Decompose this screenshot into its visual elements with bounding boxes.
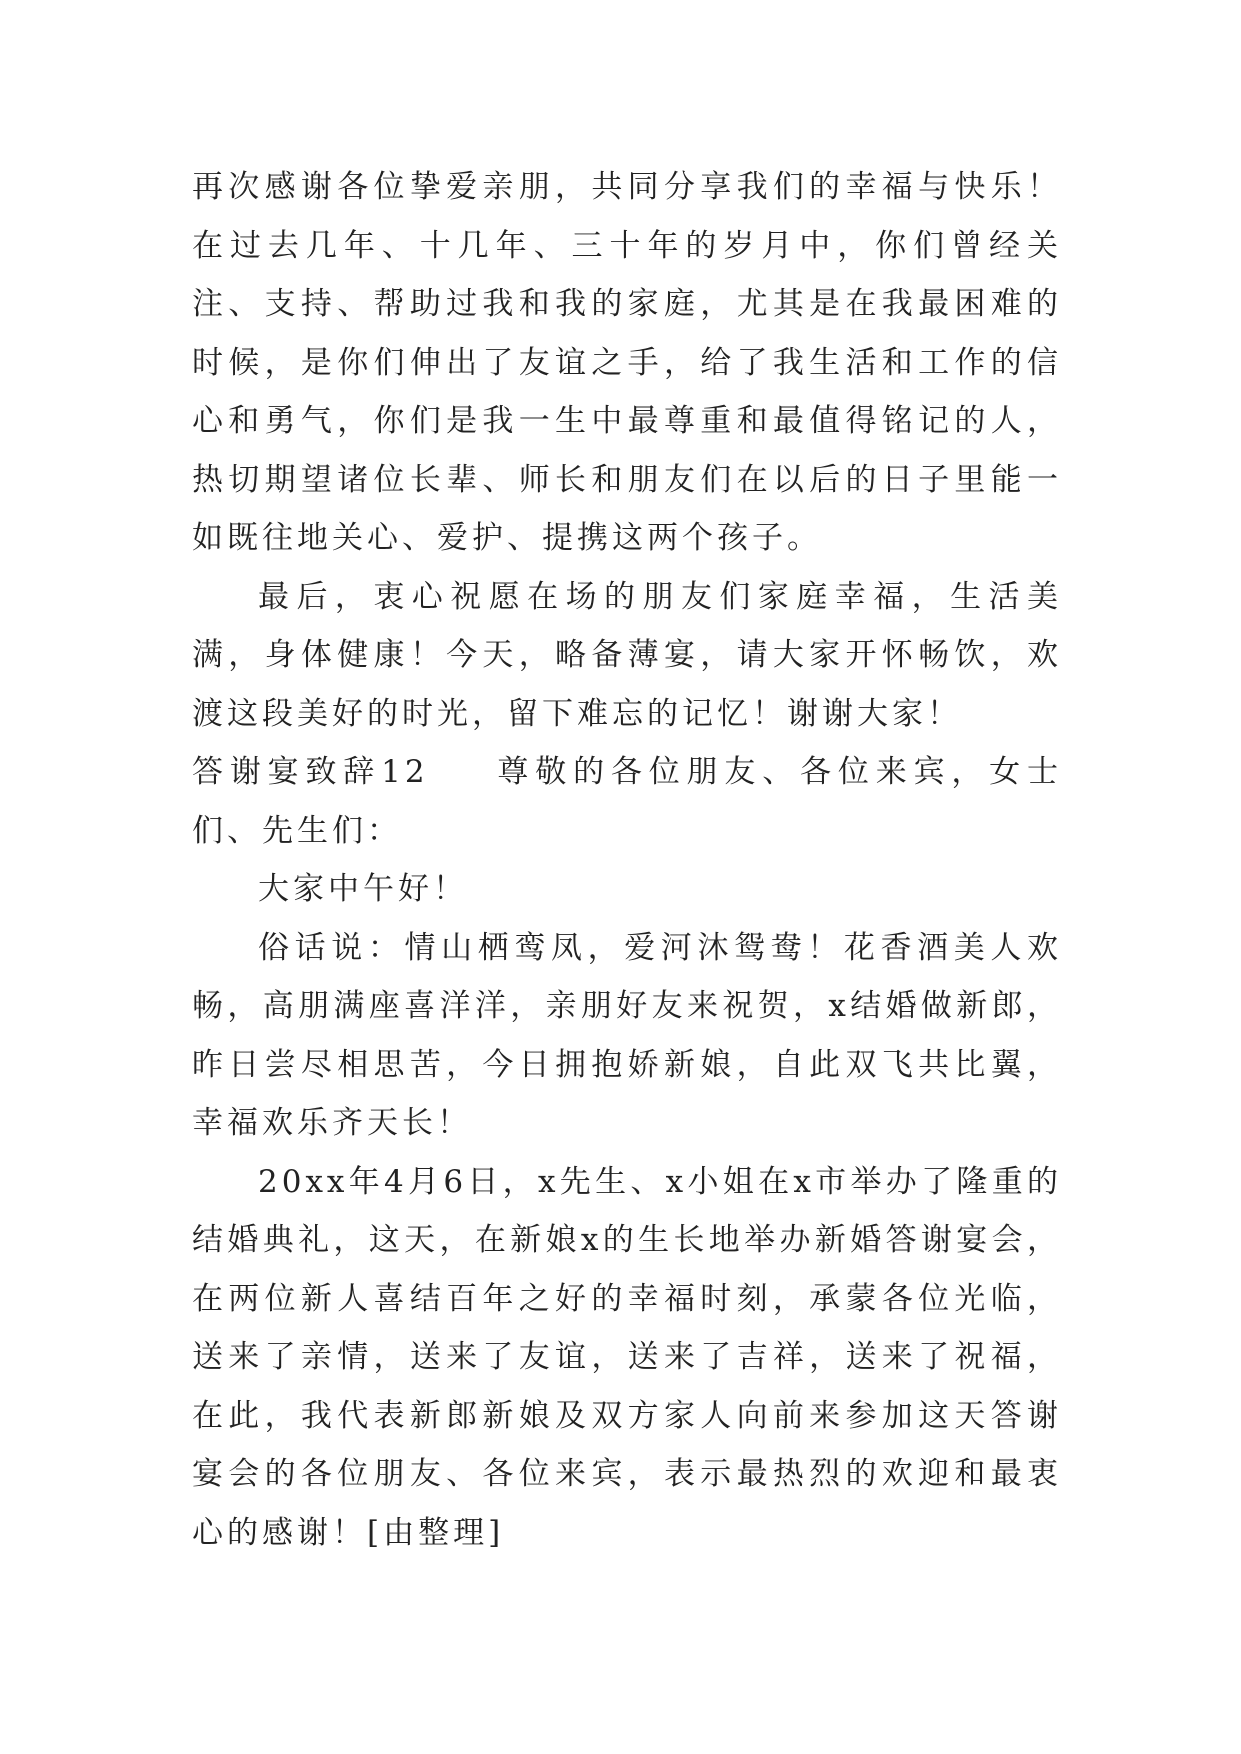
paragraph-ceremony: 20xx年4月6日，x先生、x小姐在x市举办了隆重的结婚典礼，这天，在新娘x的生长地举办新婚答谢宴会，在两位新人喜结百年之好的幸福时刻，承蒙各位光临，送来了亲情，送来了友谊，送来了吉祥，送来了祝福，在此，我代表新郎新娘及双方家人向前来参加这天答谢宴会的各位朋友、各位来宾，表示最热烈的欢迎和最衷心的感谢！[由整理] bbox=[192, 1163, 1062, 1551]
document-body bbox=[192, 158, 1062, 1562]
paragraph-closing-wishes: 最后，衷心祝愿在场的朋友们家庭幸福，生活美满，身体健康！今天，略备薄宴，请大家开怀畅饮，欢渡这段美好的时光，留下难忘的记忆！谢谢大家！ bbox=[192, 578, 1062, 732]
section-title: 答谢宴致辞12 bbox=[192, 754, 429, 790]
section-lead-greeting: 尊敬的各位朋友、各位来宾，女士们、先生们： bbox=[192, 754, 1063, 849]
paragraph-good-noon: 大家中午好！ bbox=[258, 871, 468, 907]
paragraph-thanks: 再次感谢各位挚爱亲朋，共同分享我们的幸福与快乐！在过去几年、十几年、三十年的岁月中，你们曾经关注、支持、帮助过我和我的家庭，尤其是在我最困难的时候，是你们伸出了友谊之手，给了我生活和工作的信心和勇气，你们是我一生中最尊重和最值得铭记的人，热切期望诸位长辈、师长和朋友们在以后的日子里能一如既往地关心、爱护、提携这两个孩子。 bbox=[192, 169, 1062, 556]
paragraph-proverb: 俗话说：情山栖鸾凤，爱河沐鸳鸯！花香酒美人欢畅，高朋满座喜洋洋，亲朋好友来祝贺，x结婚做新郎，昨日尝尽相思苦，今日拥抱娇新娘，自此双飞共比翼，幸福欢乐齐天长！ bbox=[192, 929, 1062, 1141]
section-heading-line bbox=[192, 743, 1062, 860]
